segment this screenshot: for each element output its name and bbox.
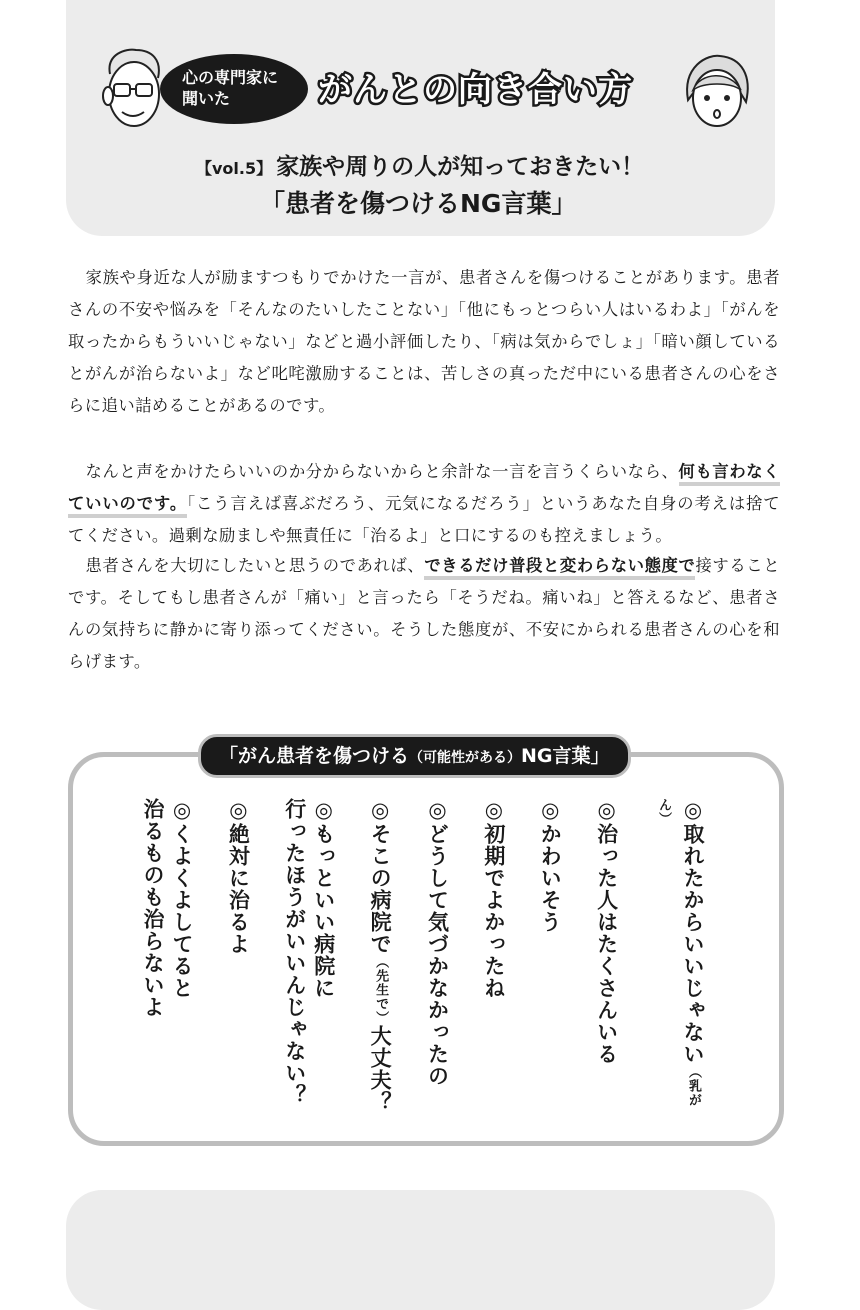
paragraph-2-text-b: 「こう言えば喜ぶだろう、元気になるだろう」というあなた自身の考えは捨ててください。過剰な励ましや無責任に「治るよ」と口にするのも控えましょう。 — [68, 494, 781, 545]
ng-item-line-2: 行ったほうがいいんじゃない？ — [282, 798, 307, 1106]
paragraph-2-text-a: なんと声をかけたらいいのか分からないからと余計な一言を言うくらいなら、 — [85, 462, 679, 481]
paragraph-1 — [68, 262, 780, 422]
bullet-icon: ◎ — [368, 798, 393, 823]
ng-item-9 — [138, 798, 196, 1118]
ng-words-title — [198, 734, 631, 778]
bullet-icon: ◎ — [594, 798, 619, 823]
ng-item-text: 取れたからいいじゃない — [681, 823, 705, 1065]
article-title: 「患者を傷つけるNG言葉」 — [260, 189, 577, 218]
ng-item-text: 治った人はたくさんいる — [594, 823, 619, 1065]
paragraph-3 — [68, 550, 780, 678]
ng-item-5 — [423, 798, 452, 1118]
ng-item-2 — [592, 798, 621, 1118]
series-title: がんとの向き合い方 — [318, 70, 633, 110]
ng-item-text-a: そこの病院で — [368, 823, 393, 955]
vol-label: 【vol.5】 — [196, 159, 273, 178]
bullet-icon: ◎ — [170, 798, 194, 823]
ng-item-line-1: もっといい病院に — [311, 823, 336, 999]
paragraph-3-text-b: 接することです。そしてもし患者さんが「痛い」と言ったら「そうだね。痛いね」と答えるなど、患者さんの気持ちに静かに寄り添ってください。そうした態度が、不安にかられる患者さんの心を和らげます。 — [68, 556, 780, 671]
paragraph-1-text: 家族や身近な人が励ますつもりでかけた一言が、患者さんを傷つけることがあります。患者さんの不安や悩みを「そんなのたいしたことない」「他にもっとつらい人はいるわよ」「がんを取ったからもういいじゃない」などと過小評価したり、「病は気からでしょ」「暗い顔しているとがんが治らないよ」など叱咤激励することは、苦しさの真っただ中にいる患者さんの心をさらに追い詰めることがあるのです。 — [68, 268, 781, 415]
woman-illustration — [680, 52, 754, 134]
ng-item-7 — [280, 798, 338, 1118]
paragraph-2 — [68, 456, 780, 552]
ng-title-main: 「がん患者を傷つける — [219, 745, 410, 767]
bullet-icon: ◎ — [311, 798, 336, 823]
expert-line-2: 聞いた — [181, 89, 230, 108]
article-subtitle — [196, 148, 644, 181]
ng-item-line-1: くよくよしてると — [170, 823, 194, 999]
paragraph-3-emphasis: できるだけ普段と変わらない態度で — [424, 556, 695, 580]
expert-line-1: 心の専門家に — [181, 68, 278, 88]
ng-words-list — [138, 798, 708, 1118]
ng-title-note: （可能性がある） — [409, 750, 522, 766]
ng-item-text: 初期でよかったね — [481, 823, 506, 999]
next-section-panel — [66, 1190, 775, 1310]
ng-item-3 — [535, 798, 564, 1118]
expert-man-illustration — [96, 44, 170, 142]
expert-bubble — [160, 54, 308, 124]
bullet-icon: ◎ — [226, 798, 251, 823]
ng-item-8 — [223, 798, 252, 1118]
ng-item-text: 絶対に治るよ — [226, 823, 251, 955]
ng-item-text: かわいそう — [538, 823, 563, 933]
subtitle-text: 家族や周りの人が知っておきたい！ — [276, 154, 645, 180]
ng-title-end: NG言葉」 — [521, 745, 610, 767]
ng-item-note: （先生で） — [373, 955, 389, 1025]
ng-item-note: （乳がん） — [656, 798, 701, 1107]
ng-item-4 — [479, 798, 508, 1118]
ng-item-line-2: 治るものも治らないよ — [141, 798, 165, 1018]
bullet-icon: ◎ — [425, 798, 450, 823]
ng-item-6 — [365, 798, 395, 1118]
bullet-icon: ◎ — [481, 798, 506, 823]
paragraph-3-text-a: 患者さんを大切にしたいと思うのであれば、 — [85, 556, 425, 575]
ng-item-text: どうして気づかなかったの — [425, 823, 450, 1087]
ng-item-1 — [648, 798, 708, 1118]
bullet-icon: ◎ — [538, 798, 563, 823]
bullet-icon: ◎ — [681, 798, 705, 823]
paragraph-2-emphasis: 何も言わなくていいのです。 — [68, 462, 780, 518]
ng-item-text-b: 大丈夫？ — [368, 1025, 393, 1113]
